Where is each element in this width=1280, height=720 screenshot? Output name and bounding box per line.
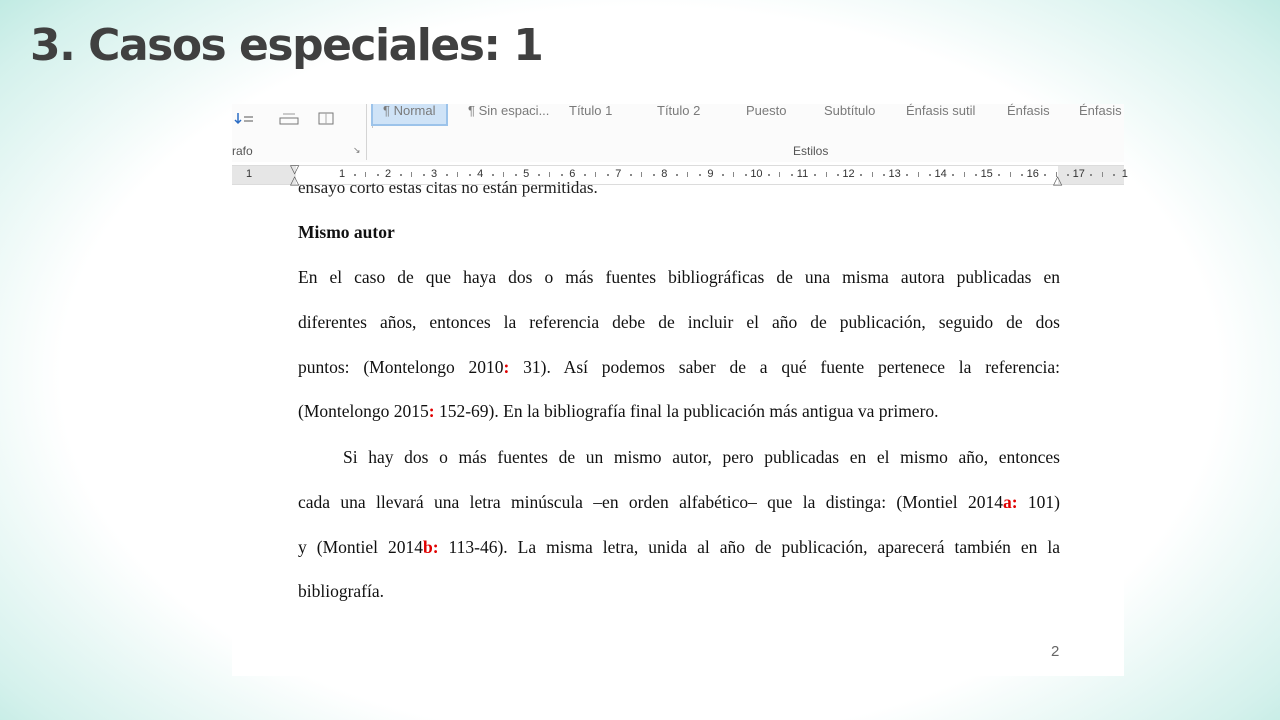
- ruler-tick: [837, 174, 839, 176]
- ruler-number: 7: [615, 168, 622, 180]
- ruler-tick: [584, 174, 586, 176]
- ruler-tick: [791, 174, 793, 176]
- text-run: puntos: (Montelongo 2010: [298, 357, 504, 377]
- style-normal[interactable]: ¶ Normal: [371, 104, 448, 126]
- ruler-tick: [365, 172, 366, 177]
- ruler-tick: [354, 174, 356, 176]
- ruler-number: 1: [1121, 168, 1128, 180]
- ruler-tick: [768, 174, 770, 176]
- ruler-tick: [641, 172, 642, 177]
- ruler-tick: [492, 174, 494, 176]
- ribbon: [232, 104, 1124, 162]
- paragraph-line: bibliografía.: [298, 581, 385, 601]
- ruler-tick: [745, 174, 747, 176]
- ruler-tick: [860, 174, 862, 176]
- style-heading-1[interactable]: Título 1: [569, 103, 613, 118]
- style-heading-2[interactable]: Título 2: [657, 103, 701, 118]
- text-run: 31). Así podemos saber de a qué fuente pertenece la referencia:: [509, 357, 1060, 377]
- style-title[interactable]: Puesto: [746, 103, 787, 118]
- ruler-tick: [515, 174, 517, 176]
- ruler-number: 10: [750, 168, 763, 180]
- highlighted-letter: a:: [1003, 492, 1018, 512]
- document-page[interactable]: [232, 178, 1124, 676]
- ruler-tick: [400, 174, 402, 176]
- highlighted-colon: :: [428, 401, 435, 421]
- text-run: 113-46). La misma letra, unida al año de publicación, aparecerá también en la: [438, 537, 1060, 557]
- text-run: y (Montiel 2014: [298, 537, 423, 557]
- ruler-tick: [699, 174, 701, 176]
- right-indent-icon[interactable]: △: [1053, 173, 1063, 187]
- ruler-tick: [469, 174, 471, 176]
- ruler-tick: [411, 172, 412, 177]
- ruler-number: 17: [1072, 168, 1085, 180]
- ruler-tick: [1010, 172, 1011, 177]
- paragraph-line: En el caso de que haya dos o más fuentes bibliográficas de una misma autora publicadas en: [298, 267, 1060, 287]
- text-run: cada una llevará una letra minúscula –en orden alfabético– que la distinga: (Montiel 2014: [298, 492, 1003, 512]
- ruler-number: 13: [888, 168, 901, 180]
- ruler-number: 8: [661, 168, 668, 180]
- ruler-tick: [929, 174, 931, 176]
- shading-icon: [278, 110, 300, 130]
- style-intense-emphasis[interactable]: Énfasis: [1079, 103, 1122, 118]
- styles-group-label: Estilos: [793, 144, 829, 158]
- ruler-number: 14: [934, 168, 947, 180]
- ruler-tick: [1044, 174, 1046, 176]
- group-separator: [366, 104, 367, 160]
- first-line-indent-icon[interactable]: ▽: [290, 162, 300, 176]
- page-number: 2: [1051, 643, 1060, 660]
- ruler-number: 4: [477, 168, 484, 180]
- ruler-tick: [826, 172, 827, 177]
- ruler-tick: [998, 174, 1000, 176]
- ruler-tick: [377, 174, 379, 176]
- line-spacing-icon: [234, 110, 254, 129]
- paragraph-line: Si hay dos o más fuentes de un mismo autor, pero publicadas en el mismo año, entonces: [343, 447, 1060, 467]
- paragraph-group-label: rafo: [232, 144, 253, 158]
- ruler-left-margin: [232, 166, 296, 184]
- ruler-tick: [676, 174, 678, 176]
- ruler-tick: [549, 172, 550, 177]
- text-run: (Montelongo 2015: [298, 401, 429, 421]
- section-heading: Mismo autor: [298, 222, 395, 242]
- ruler-number: 5: [523, 168, 530, 180]
- ruler-number: 12: [842, 168, 855, 180]
- ruler-number: 6: [569, 168, 576, 180]
- ruler-number: 1: [245, 168, 253, 180]
- ruler-tick: [595, 172, 596, 177]
- ruler-number: 1: [338, 168, 346, 180]
- ruler-tick: [630, 174, 632, 176]
- ruler-tick: [561, 174, 563, 176]
- paragraph-line: [298, 491, 1060, 513]
- ruler-tick: [906, 174, 908, 176]
- style-emphasis[interactable]: Énfasis: [1007, 103, 1050, 118]
- ruler-tick: [653, 174, 655, 176]
- cut-off-text-line: ensayo corto estas citas no están permitidas.: [298, 178, 598, 197]
- highlighted-letter: b:: [422, 537, 439, 557]
- paragraph-tools: [232, 108, 352, 128]
- ruler-number: 2: [384, 168, 392, 180]
- paragraph-line: diferentes años, entonces la referencia debe de incluir el año de publicación, seguido de dos: [298, 312, 1060, 332]
- paragraph-line: [298, 356, 1060, 378]
- ruler-tick: [1113, 174, 1115, 176]
- ruler-tick: [872, 172, 873, 177]
- ruler-tick: [952, 174, 954, 176]
- borders-icon: [316, 110, 336, 130]
- ruler-tick: [1090, 174, 1092, 176]
- ruler-tick: [1021, 174, 1023, 176]
- ruler-number: 16: [1026, 168, 1039, 180]
- ruler-tick: [779, 172, 780, 177]
- ruler-tick: [918, 172, 919, 177]
- ruler-tick: [733, 172, 734, 177]
- style-no-spacing[interactable]: ¶ Sin espaci...: [468, 103, 550, 118]
- hanging-indent-icon[interactable]: △: [290, 173, 300, 187]
- ruler-tick: [1067, 174, 1069, 176]
- ruler-tick: [538, 174, 540, 176]
- styles-gallery[interactable]: [372, 104, 1125, 128]
- ruler-number: 3: [431, 168, 438, 180]
- ruler-tick: [423, 174, 425, 176]
- ruler-tick: [607, 174, 609, 176]
- ruler-number: 15: [980, 168, 993, 180]
- ruler-tick: [503, 172, 504, 177]
- ruler-tick: [446, 174, 448, 176]
- ruler-tick: [457, 172, 458, 177]
- ruler-tick: [975, 174, 977, 176]
- ruler-tick: [687, 172, 688, 177]
- slide-title: 3. Casos especiales: 1: [30, 20, 543, 71]
- dialog-launcher-icon[interactable]: ↘: [353, 146, 361, 156]
- text-run: 152-69). En la bibliografía final la publicación más antigua va primero.: [434, 401, 939, 421]
- paragraph-line: [298, 536, 1060, 558]
- ruler-tick: [1102, 172, 1103, 177]
- word-document-screenshot: [232, 103, 1128, 676]
- text-run: 101): [1017, 492, 1061, 512]
- highlighted-colon: :: [503, 357, 510, 377]
- ruler-number: 11: [796, 168, 809, 180]
- style-subtitle[interactable]: Subtítulo: [824, 103, 876, 118]
- ruler-tick: [814, 174, 816, 176]
- paragraph-line: [298, 400, 1060, 422]
- style-subtle-emphasis[interactable]: Énfasis sutil: [906, 103, 976, 118]
- ruler-tick: [883, 174, 885, 176]
- ruler-tick: [722, 174, 724, 176]
- ruler-number: 9: [707, 168, 714, 180]
- ruler-tick: [964, 172, 965, 177]
